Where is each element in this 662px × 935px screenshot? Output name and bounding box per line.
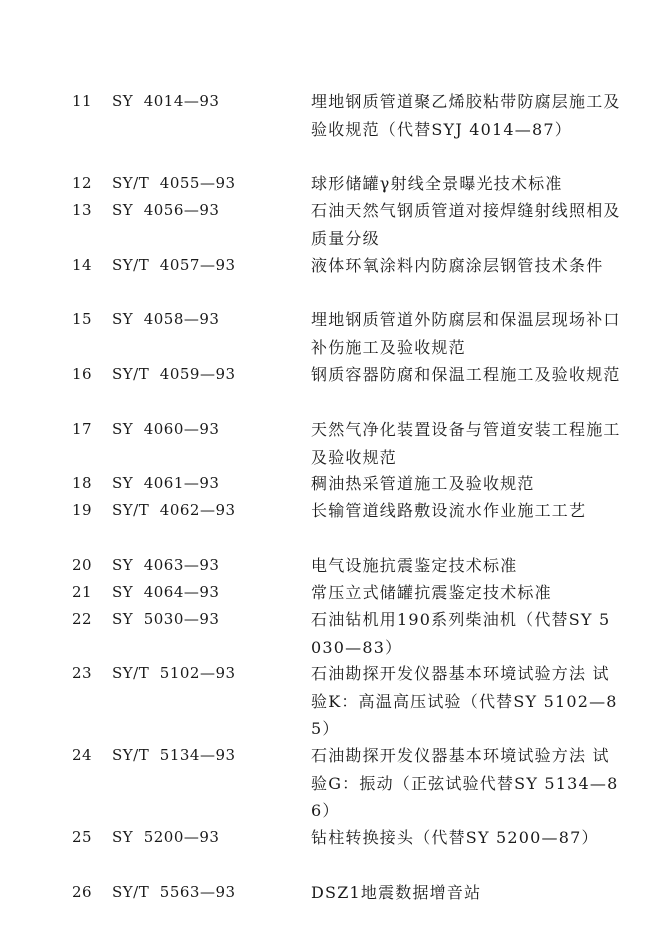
standard-title: 石油勘探开发仪器基本环境试验方法 试验G：振动（正弦试验代替SY 5134—86） [311, 746, 619, 820]
entry-number: 19 [72, 501, 93, 519]
standard-code: SY/T 4057—93 [112, 256, 236, 274]
standard-code: SY 4061—93 [112, 474, 220, 492]
standard-code: SY/T 5134—93 [112, 746, 236, 764]
standard-title: 球形储罐γ射线全景曝光技术标准 [311, 174, 563, 193]
standard-code: SY 4056—93 [112, 201, 220, 219]
standard-title: 稠油热采管道施工及验收规范 [311, 474, 535, 493]
standard-title: 埋地钢质管道聚乙烯胶粘带防腐层施工及验收规范（代替SYJ 4014—87） [311, 92, 621, 139]
entry-number: 20 [72, 556, 93, 574]
entry-number: 23 [72, 664, 93, 682]
entry-number: 11 [72, 92, 93, 110]
standard-title: DSZ1地震数据增音站 [311, 883, 482, 902]
standard-title: 液体环氧涂料内防腐涂层钢管技术条件 [311, 256, 604, 275]
entry-number: 15 [72, 310, 93, 328]
standard-code: SY 4014—93 [112, 92, 220, 110]
standard-code: SY 4060—93 [112, 420, 220, 438]
entry-number: 26 [72, 883, 93, 901]
standard-title: 天然气净化装置设备与管道安装工程施工及验收规范 [311, 420, 621, 467]
entry-number: 16 [72, 365, 93, 383]
entry-number: 14 [72, 256, 93, 274]
standard-title: 电气设施抗震鉴定技术标准 [311, 556, 518, 575]
entry-number: 17 [72, 420, 93, 438]
standard-code: SY/T 4055—93 [112, 174, 236, 192]
entry-number: 21 [72, 583, 93, 601]
standard-code: SY 5030—93 [112, 610, 220, 628]
standard-title: 石油钻机用190系列柴油机（代替SY 5030—83） [311, 610, 611, 657]
entry-number: 25 [72, 828, 93, 846]
standard-code: SY/T 4062—93 [112, 501, 236, 519]
entry-number: 12 [72, 174, 93, 192]
standard-code: SY 5200—93 [112, 828, 220, 846]
entry-number: 24 [72, 746, 93, 764]
standard-title: 钢质容器防腐和保温工程施工及验收规范 [311, 365, 621, 384]
standard-code: SY 4058—93 [112, 310, 220, 328]
entry-number: 22 [72, 610, 93, 628]
standard-code: SY 4064—93 [112, 583, 220, 601]
entry-number: 18 [72, 474, 93, 492]
standard-title: 石油天然气钢质管道对接焊缝射线照相及质量分级 [311, 201, 621, 248]
standard-code: SY 4063—93 [112, 556, 220, 574]
standard-title: 埋地钢质管道外防腐层和保温层现场补口补伤施工及验收规范 [311, 310, 621, 357]
standard-code: SY/T 5102—93 [112, 664, 236, 682]
standard-code: SY/T 4059—93 [112, 365, 236, 383]
standard-title: 石油勘探开发仪器基本环境试验方法 试验K：高温高压试验（代替SY 5102—85） [311, 664, 618, 738]
entry-number: 13 [72, 201, 93, 219]
standard-title: 钻柱转换接头（代替SY 5200—87） [311, 828, 599, 847]
standard-code: SY/T 5563—93 [112, 883, 236, 901]
standard-title: 长输管道线路敷设流水作业施工工艺 [311, 501, 587, 520]
standard-title: 常压立式储罐抗震鉴定技术标准 [311, 583, 552, 602]
